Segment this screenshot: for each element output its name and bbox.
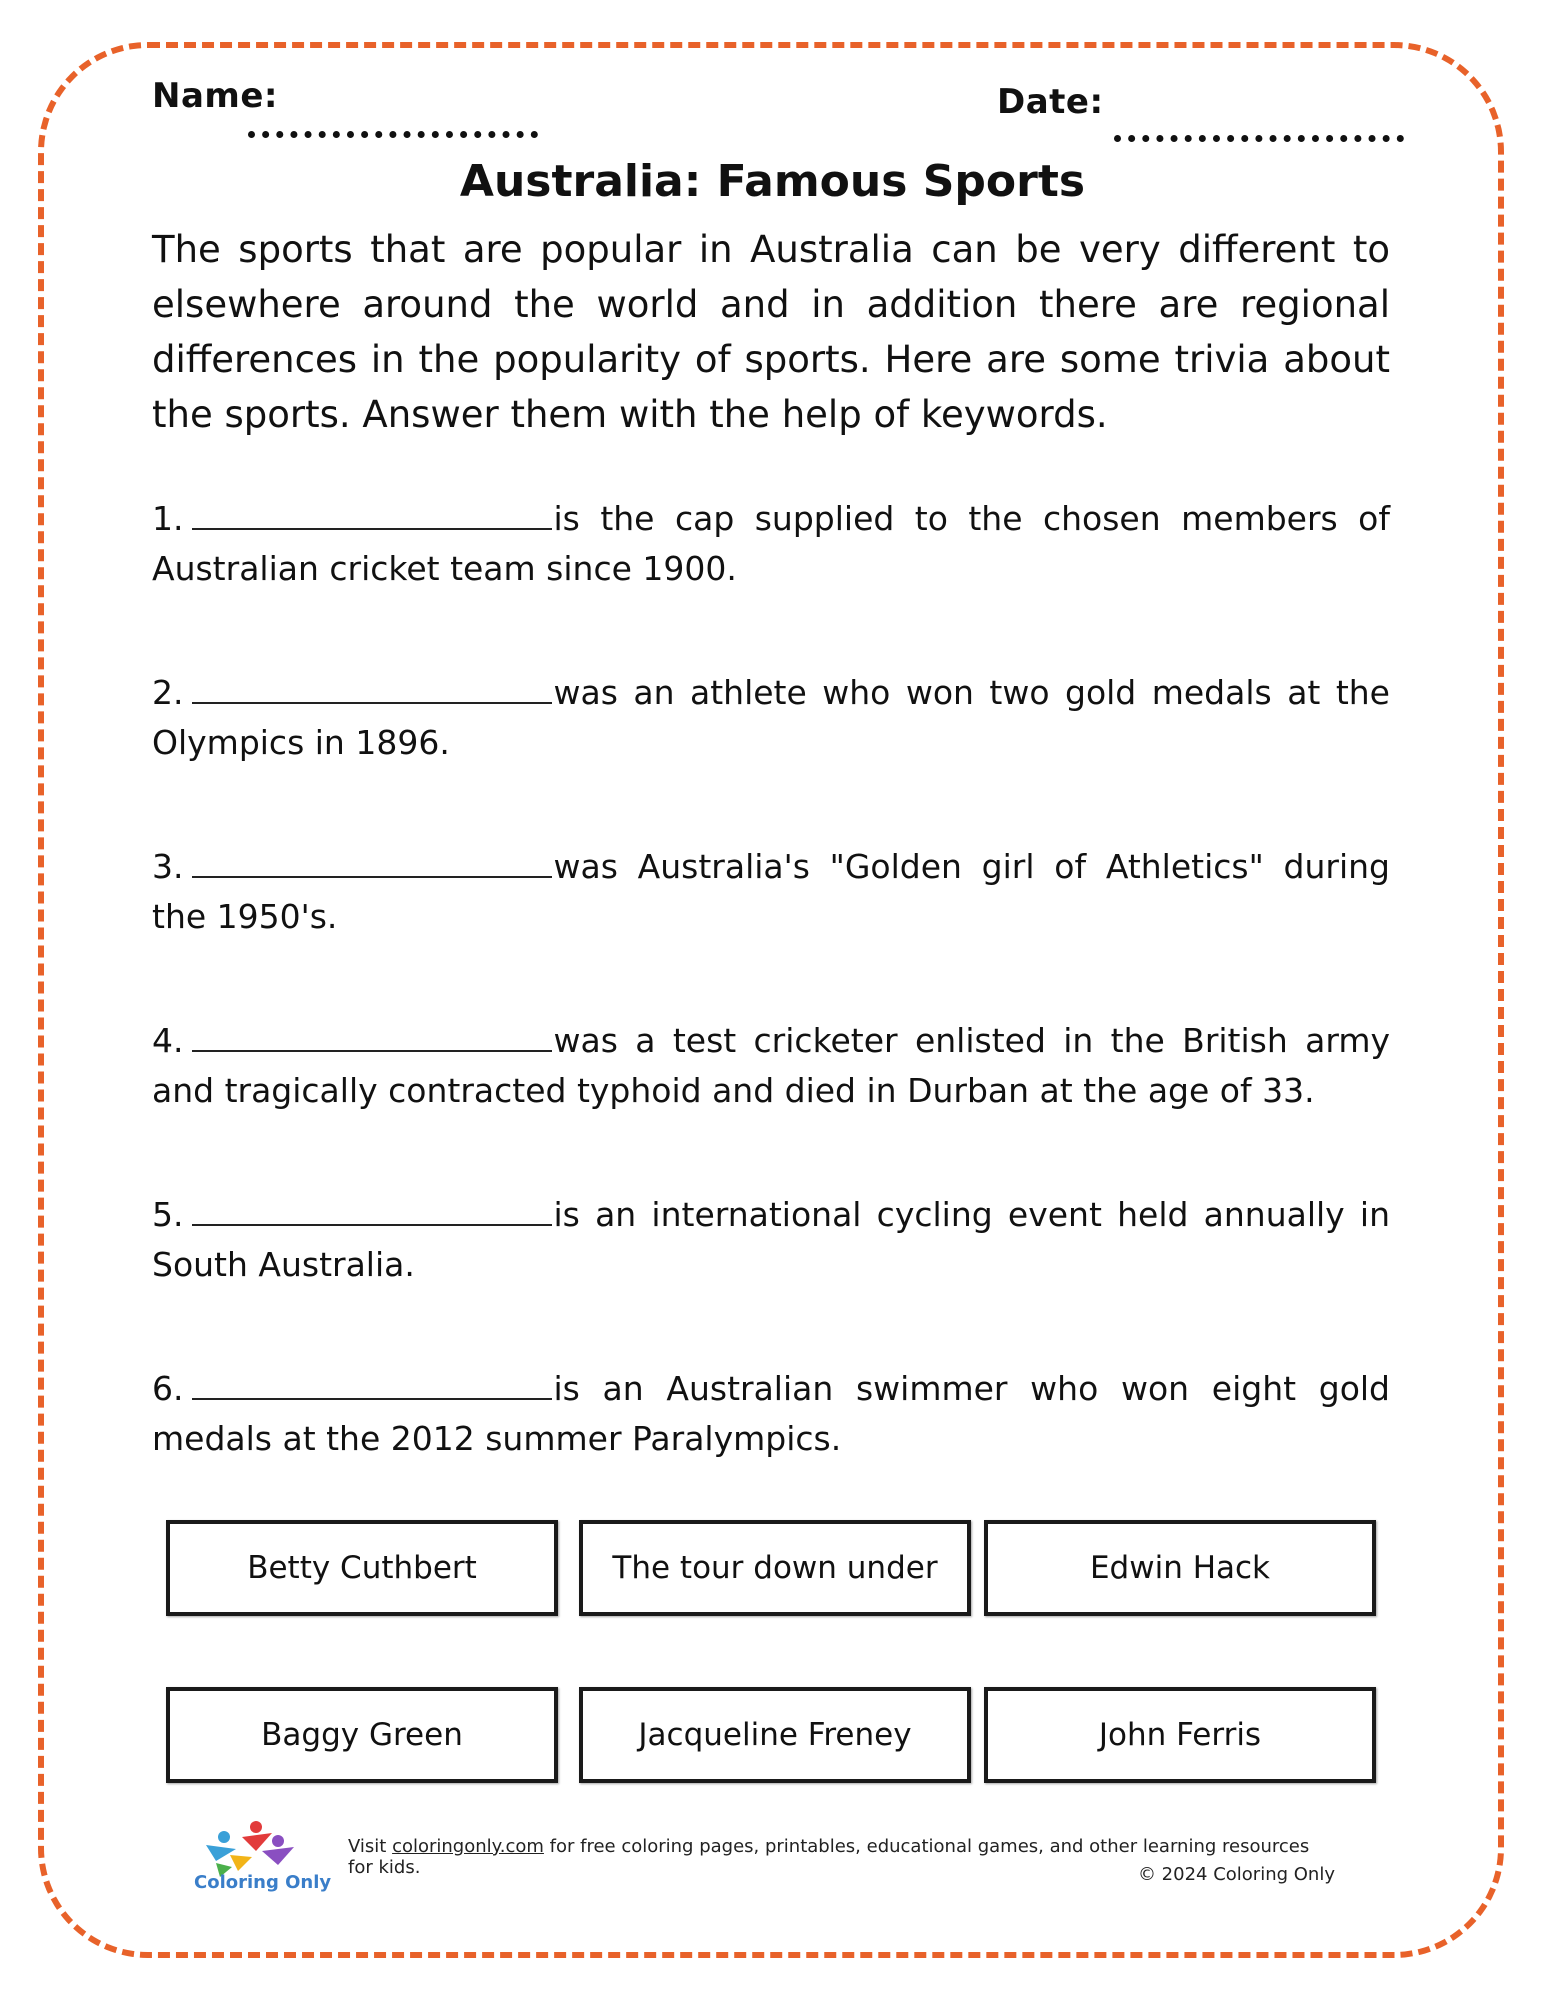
header (152, 76, 1402, 146)
footer-link[interactable]: coloringonly.com (392, 1836, 544, 1857)
question-3 (152, 842, 1390, 942)
answer-option[interactable]: Baggy Green (166, 1687, 558, 1783)
answer-option[interactable]: Edwin Hack (984, 1520, 1376, 1616)
footer-visit-suffix: for free coloring pages, printables, educational games, and other learning resources for kids. (348, 1836, 1310, 1878)
question-text: is the cap supplied to the chosen members of Australian cricket team since 1900. (152, 499, 1390, 588)
answer-blank[interactable] (192, 1368, 552, 1400)
question-2 (152, 668, 1390, 768)
name-field[interactable] (248, 131, 538, 138)
question-number: 4. (152, 1021, 184, 1060)
answer-blank[interactable] (192, 1020, 552, 1052)
footer-visit-prefix: Visit (348, 1836, 393, 1857)
answer-option[interactable]: John Ferris (984, 1687, 1376, 1783)
answer-blank[interactable] (192, 672, 552, 704)
intro-paragraph: The sports that are popular in Australia can be very different to elsewhere around the world and in addition there are regional differences in the popularity of sports. Here are some trivia about the sports. Answer them with the help of keywords. (152, 228, 1390, 436)
date-field[interactable] (1114, 135, 1404, 142)
answer-blank[interactable] (192, 846, 552, 878)
question-text: was Australia's "Golden girl of Athletics" during the 1950's. (152, 847, 1390, 936)
question-1 (152, 494, 1390, 594)
answer-blank[interactable] (192, 498, 552, 530)
answer-option[interactable]: Betty Cuthbert (166, 1520, 558, 1616)
answer-option[interactable]: The tour down under (579, 1520, 971, 1616)
name-label: Name: (152, 76, 278, 116)
question-4 (152, 1016, 1390, 1116)
answer-option[interactable]: Jacqueline Freney (579, 1687, 971, 1783)
question-number: 3. (152, 847, 184, 886)
question-number: 5. (152, 1195, 184, 1234)
question-text: was a test cricketer enlisted in the British army and tragically contracted typhoid and died in Durban at the age of 33. (152, 1021, 1390, 1110)
copyright: © 2024 Coloring Only (1137, 1864, 1335, 1885)
date-label: Date: (997, 82, 1104, 122)
question-number: 2. (152, 673, 184, 712)
page-title: Australia: Famous Sports (459, 156, 1086, 207)
question-6 (152, 1364, 1390, 1464)
question-number: 1. (152, 499, 184, 538)
question-number: 6. (152, 1369, 184, 1408)
question-text: is an Australian swimmer who won eight gold medals at the 2012 summer Paralympics. (152, 1369, 1390, 1458)
logo-text: Coloring Only (194, 1872, 332, 1893)
question-text: is an international cycling event held annually in South Australia. (152, 1195, 1390, 1284)
question-5 (152, 1190, 1390, 1290)
answer-blank[interactable] (192, 1194, 552, 1226)
question-text: was an athlete who won two gold medals at the Olympics in 1896. (152, 673, 1390, 762)
